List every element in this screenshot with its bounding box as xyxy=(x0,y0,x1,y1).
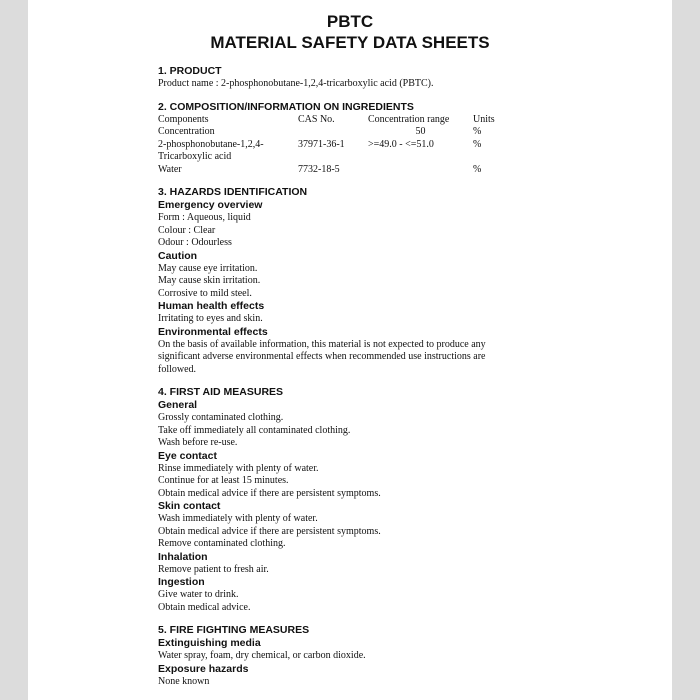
text-line: None known xyxy=(158,675,210,687)
document-body xyxy=(158,64,548,688)
subheading-environmental: Environmental effects xyxy=(158,325,268,338)
product-name-line: Product name : 2-phosphonobutane-1,2,4-tricarboxylic acid (PBTC). xyxy=(158,78,434,89)
table-cell: 7732-18-5 xyxy=(298,163,340,175)
table-cell: 50 xyxy=(415,126,426,137)
text-line: Grossly contaminated clothing. xyxy=(158,412,284,423)
text-line: Irritating to eyes and skin. xyxy=(158,313,263,324)
text-line: Obtain medical advice if there are persistent symptoms. xyxy=(158,525,381,537)
section-heading-first-aid: 4. FIRST AID MEASURES xyxy=(158,386,284,398)
document-title: PBTC xyxy=(326,12,374,31)
column-header: CAS No. xyxy=(298,113,335,125)
table-cell: Water xyxy=(158,163,182,175)
text-line: Obtain medical advice. xyxy=(158,601,251,613)
text-line: Obtain medical advice if there are persistent symptoms. xyxy=(158,487,381,499)
column-header: Components xyxy=(158,113,209,125)
table-row xyxy=(158,139,495,152)
table-cell: Tricarboxylic acid xyxy=(158,151,232,162)
table-row xyxy=(158,164,495,177)
table-row xyxy=(158,126,495,139)
text-line: Odour : Odourless xyxy=(158,237,232,248)
table-cell xyxy=(473,151,495,164)
table-row xyxy=(158,151,495,164)
table-cell: % xyxy=(473,163,482,175)
text-line: Rinse immediately with plenty of water. xyxy=(158,462,319,474)
subheading-ingestion: Ingestion xyxy=(158,576,205,588)
text-line: May cause eye irritation. xyxy=(158,262,258,274)
section-heading-composition: 2. COMPOSITION/INFORMATION ON INGREDIENTS xyxy=(158,100,414,113)
text-line: Take off immediately all contaminated clothing. xyxy=(158,424,351,436)
text-line: Wash before re-use. xyxy=(158,437,238,448)
column-header: Units xyxy=(473,113,495,125)
text-line: Water spray, foam, dry chemical, or carbon dioxide. xyxy=(158,650,366,661)
document-subtitle: MATERIAL SAFETY DATA SHEETS xyxy=(210,33,490,52)
text-line: Colour : Clear xyxy=(158,224,216,236)
table-header-row xyxy=(158,114,495,127)
table-cell xyxy=(298,126,368,139)
section-heading-hazards: 3. HAZARDS IDENTIFICATION xyxy=(158,186,308,198)
table-cell: 37971-36-1 xyxy=(298,138,345,150)
table-cell: % xyxy=(473,138,482,150)
text-line: Form : Aqueous, liquid xyxy=(158,212,251,223)
subheading-general: General xyxy=(158,399,198,411)
document-page xyxy=(28,0,672,700)
subheading-emergency-overview: Emergency overview xyxy=(158,199,263,211)
subheading-eye-contact: Eye contact xyxy=(158,449,217,462)
subheading-human-health: Human health effects xyxy=(158,300,265,312)
text-line: May cause skin irritation. xyxy=(158,275,261,286)
text-line: significant adverse environmental effects when recommended use instructions are xyxy=(158,351,486,362)
section-heading-fire-fighting: 5. FIRE FIGHTING MEASURES xyxy=(158,624,310,636)
table-cell: >=49.0 - <=51.0 xyxy=(368,138,434,150)
text-line: Give water to drink. xyxy=(158,589,239,600)
text-line: followed. xyxy=(158,363,197,375)
table-cell xyxy=(368,151,473,164)
table-cell xyxy=(368,164,473,177)
subheading-inhalation: Inhalation xyxy=(158,550,208,563)
subheading-caution: Caution xyxy=(158,249,198,262)
subheading-exposure-hazards: Exposure hazards xyxy=(158,662,249,675)
subheading-extinguishing-media: Extinguishing media xyxy=(158,637,261,649)
table-cell: Concentration xyxy=(158,126,215,137)
text-line: Remove patient to fresh air. xyxy=(158,563,269,575)
text-line: Corrosive to mild steel. xyxy=(158,287,252,299)
subheading-skin-contact: Skin contact xyxy=(158,500,221,512)
text-line: Remove contaminated clothing. xyxy=(158,538,286,549)
text-line: Wash immediately with plenty of water. xyxy=(158,513,318,524)
column-header: Concentration range xyxy=(368,113,450,125)
section-heading-product: 1. PRODUCT xyxy=(158,65,222,77)
composition-table xyxy=(158,114,495,177)
table-cell xyxy=(298,151,368,164)
text-line: On the basis of available information, this material is not expected to produce any xyxy=(158,338,486,350)
text-line: Continue for at least 15 minutes. xyxy=(158,475,289,486)
table-cell: % xyxy=(473,126,482,137)
table-cell: 2-phosphonobutane-1,2,4- xyxy=(158,138,264,150)
